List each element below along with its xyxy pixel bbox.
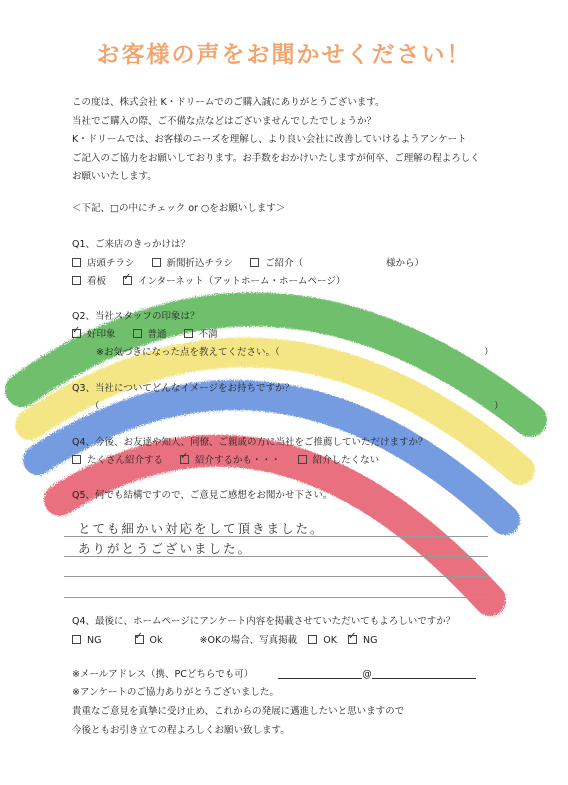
email-local-field[interactable] xyxy=(278,668,362,679)
q2-question: Q2、当社スタッフの印象は？ xyxy=(72,311,200,322)
answer-line xyxy=(64,576,488,577)
q2-checkbox-dissatisfied[interactable] xyxy=(184,329,193,338)
q1-question: Q1、ご来店のきっかけは？ xyxy=(72,239,191,250)
q1-referral-suffix: 様から） xyxy=(386,258,425,269)
q2-note-close: ） xyxy=(484,347,494,358)
page-title: お客様の声をお聞かせください！ xyxy=(96,42,472,68)
q1-checkbox-newspaper-flyer[interactable] xyxy=(152,258,161,267)
photo-checkbox-ok[interactable] xyxy=(308,635,317,644)
email-row xyxy=(72,666,476,680)
q1-checkbox-internet[interactable] xyxy=(123,276,132,285)
q5-answer-line: とても細かい対応をして頂きました。 xyxy=(78,521,325,536)
q1-checkbox-shop-flyer[interactable] xyxy=(72,258,81,267)
q4-checkbox-no[interactable] xyxy=(298,455,307,464)
instruction: ＜下記、□の中にチェック or ○をお願いします＞ xyxy=(72,203,286,214)
intro-line: この度は、株式会社 K・ドリームでのご購入誠にありがとうございます。 xyxy=(72,97,385,108)
q1-option-label: 新聞折込チラシ xyxy=(166,258,234,269)
q2-checkbox-good[interactable] xyxy=(72,329,81,338)
publish-option-label: NG xyxy=(87,635,102,646)
closing-line: ※アンケートのご協力ありがとうございました。 xyxy=(72,687,279,698)
photo-option-label: NG xyxy=(362,635,378,646)
q2-options xyxy=(72,326,232,340)
photo-label: ※OKの場合、写真掲載 xyxy=(199,635,298,646)
email-at: @ xyxy=(362,669,372,680)
q1-option-label: 店頭チラシ xyxy=(87,258,135,269)
q4-publish-options xyxy=(72,632,391,646)
q4-checkbox-often[interactable] xyxy=(72,455,81,464)
q1-option-label: 看板 xyxy=(87,276,107,287)
q4-recommend-question: Q4、今後、お友達や知人、同僚、ご親戚の方に当社をご推薦していただけますか？ xyxy=(72,437,428,448)
intro-line: お願いいたします。 xyxy=(72,171,157,183)
intro-line: 当社でご購入の際、ご不備な点などはございませんでしたでしょうか？ xyxy=(72,115,377,127)
publish-option-label: Ok xyxy=(149,635,163,646)
answer-line xyxy=(64,597,488,598)
q4-recommend-options xyxy=(72,452,393,466)
q4-option-label: 紹介するかも・・・ xyxy=(195,455,281,466)
q2-option-label: 好印象 xyxy=(87,329,116,340)
q4-option-label: たくさん紹介する xyxy=(87,455,164,466)
q3-question: Q3、当社についてどんなイメージをお持ちですか？ xyxy=(72,383,294,394)
q4-publish-question: Q4、最後に、ホームページにアンケート内容を掲載させていただいてもよろしいですか？ xyxy=(72,616,456,627)
q2-option-label: 不満 xyxy=(198,329,218,340)
q2-option-label: 普通 xyxy=(147,329,167,340)
q4-checkbox-maybe[interactable] xyxy=(180,455,189,464)
publish-checkbox-ok[interactable] xyxy=(135,635,144,644)
email-domain-field[interactable] xyxy=(372,668,476,679)
q1-option-label: ご紹介（ xyxy=(265,258,304,269)
email-label: ※メールアドレス（携、PCどちらでも可） xyxy=(72,669,254,680)
q1-checkbox-referral[interactable] xyxy=(250,258,259,267)
intro-line: K・ドリームでは、お客様のニーズを理解し、より良い会社に改善していけるようアンケート xyxy=(72,134,467,146)
q2-note: ※お気づきになった点を教えてください。（ xyxy=(96,347,280,358)
q3-open: （ xyxy=(90,401,100,412)
closing-line: 今後ともお引き立ての程よろしくお願い致します。 xyxy=(72,725,290,736)
photo-option-label: OK xyxy=(323,635,337,646)
q1-checkbox-signboard[interactable] xyxy=(72,276,81,285)
closing-line: 貴重なご意見を真摯に受け止め、これからの発展に邁進したいと思いますので xyxy=(72,706,405,717)
q5-question: Q5、何でも結構ですので、ご意見ご感想をお聞かせ下さい。 xyxy=(72,490,333,501)
q1-options-row2 xyxy=(72,273,359,287)
intro-text xyxy=(72,94,480,187)
q4-option-label: 紹介したくない xyxy=(312,455,380,466)
q1-option-label: インターネット（アットホーム・ホームページ） xyxy=(138,276,346,287)
q1-options-row1 xyxy=(72,255,317,269)
q2-checkbox-average[interactable] xyxy=(133,329,142,338)
q5-answer-line: ありがとうございました。 xyxy=(78,541,253,556)
q3-close: ） xyxy=(494,401,504,412)
photo-checkbox-ng[interactable] xyxy=(348,635,357,644)
publish-checkbox-ng[interactable] xyxy=(72,635,81,644)
intro-line: ご記入のご協力をお願いしております。お手数をおかけいたしますが何卒、ご理解の程よろしく xyxy=(72,152,480,164)
